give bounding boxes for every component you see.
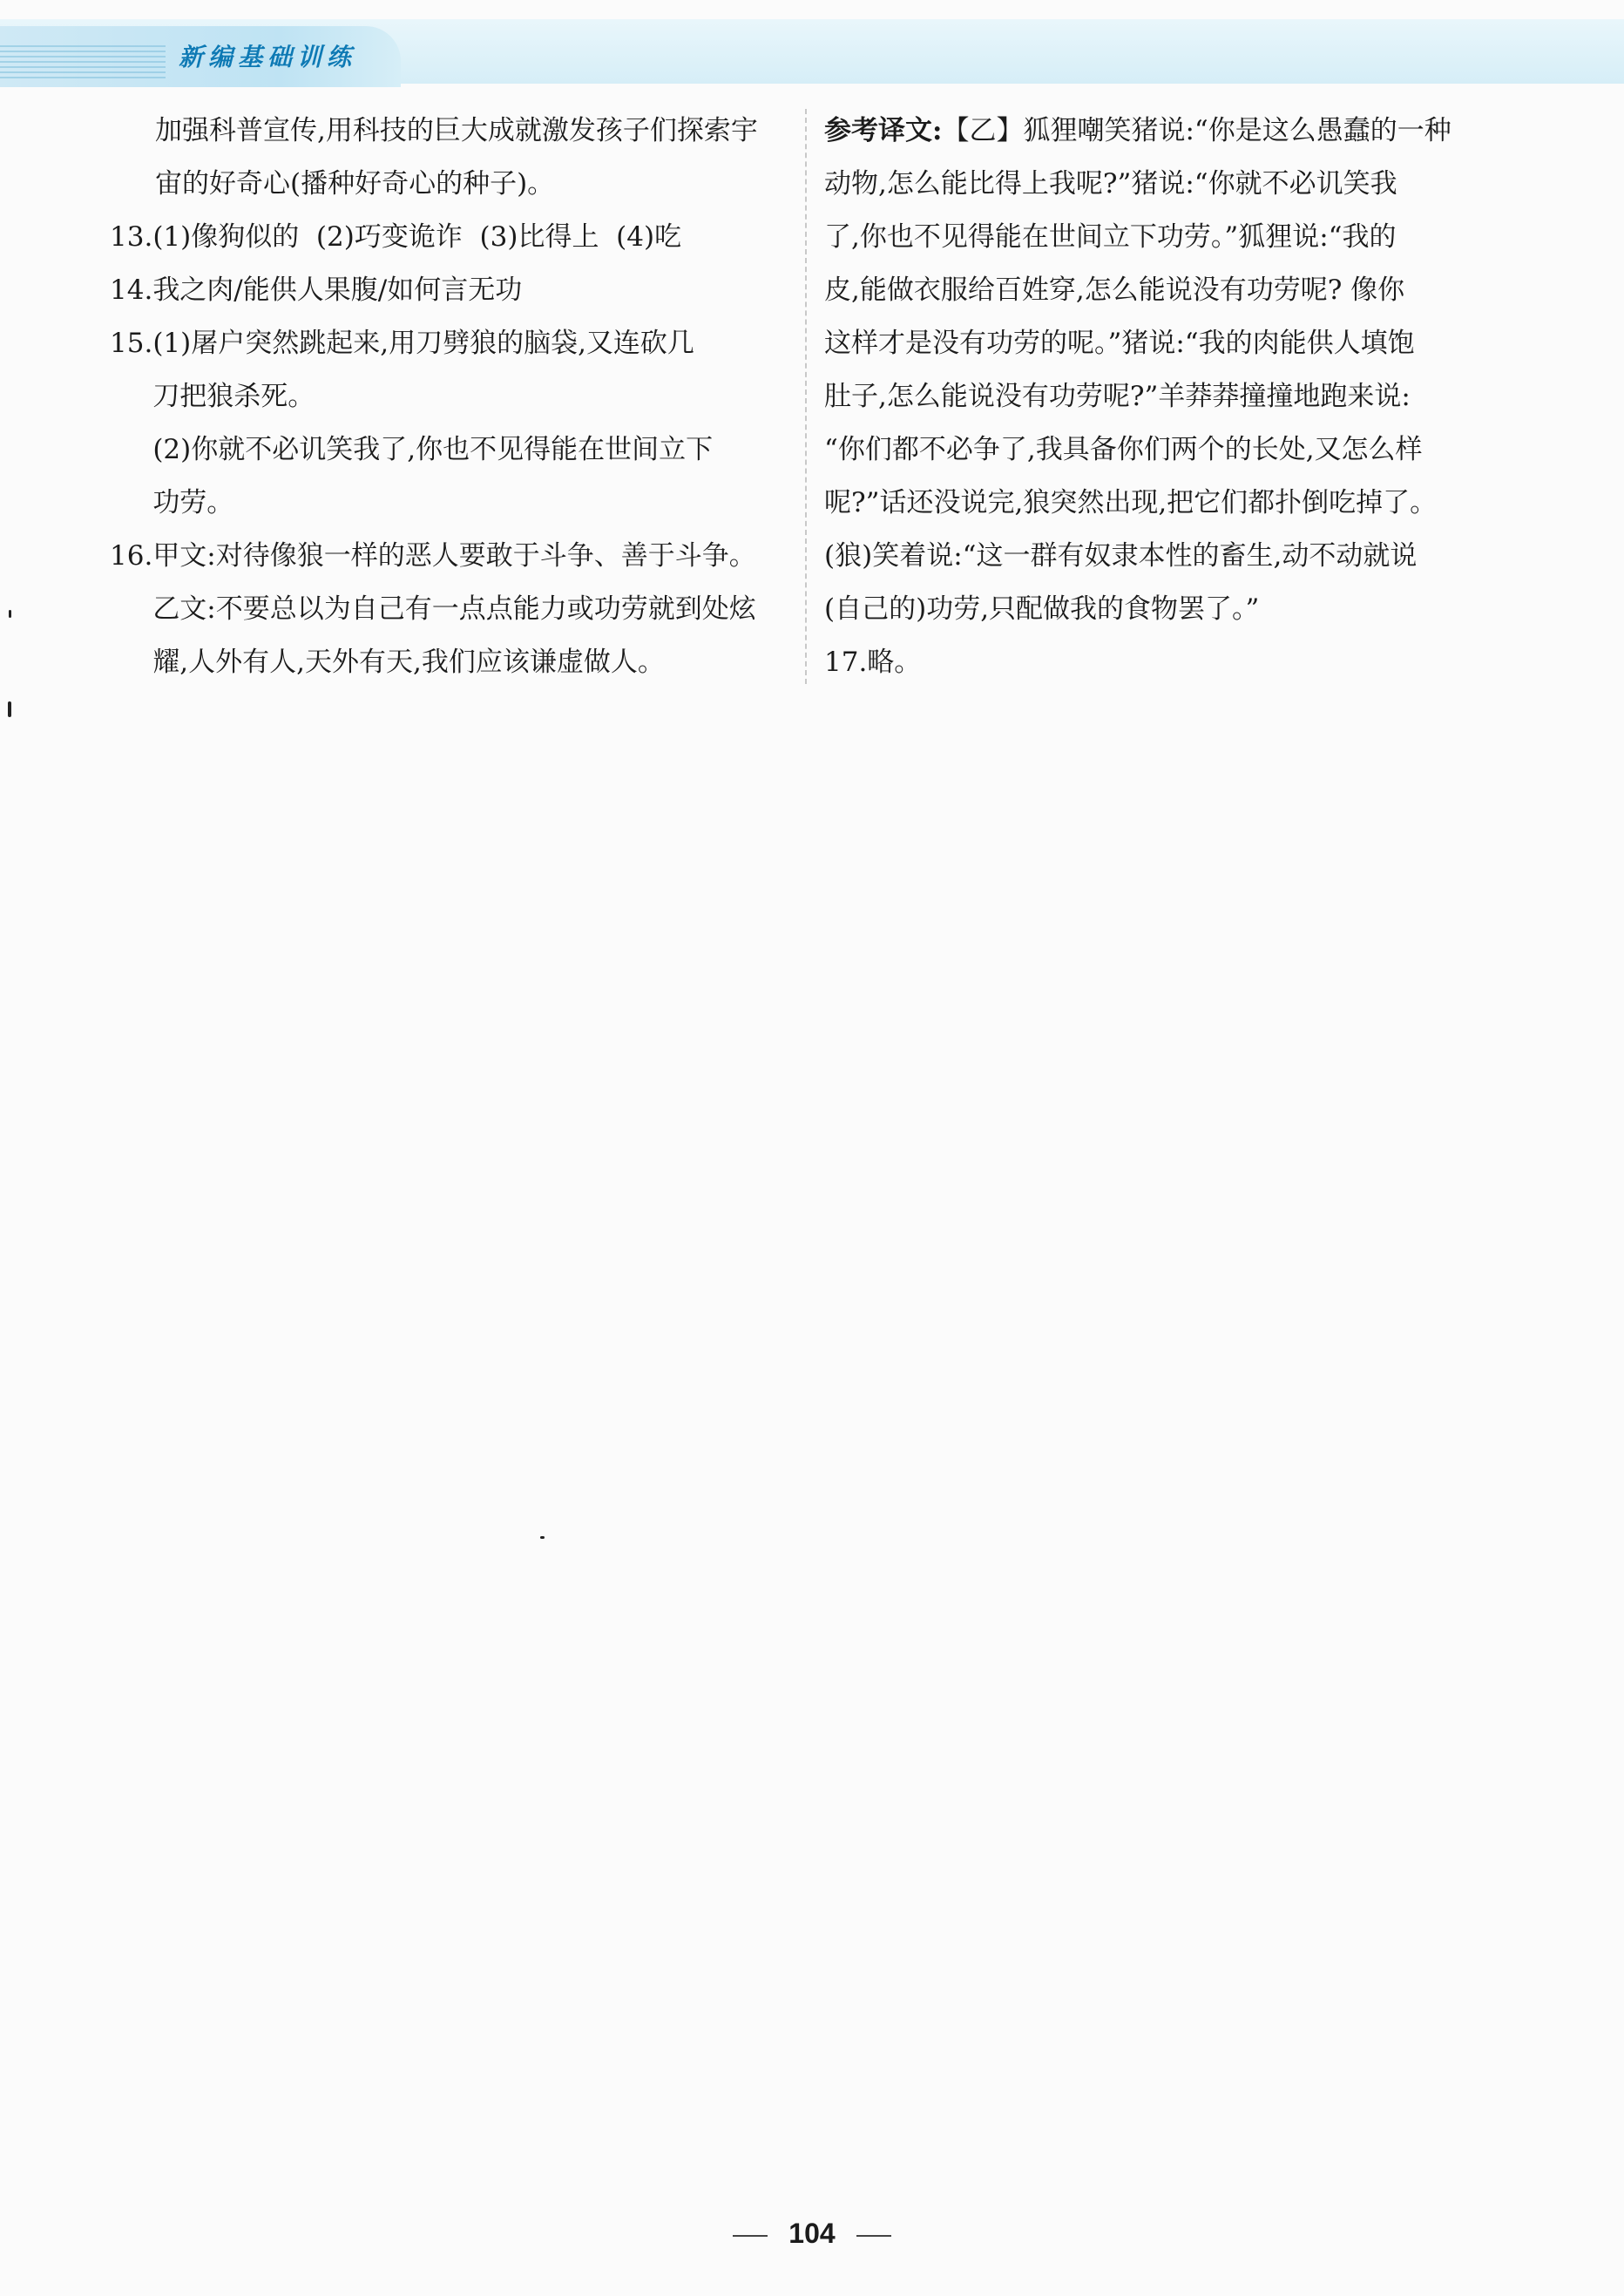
translation-first-line [824, 105, 1502, 158]
text-line: (自己的)功劳,只配做我的食物罢了。” [824, 593, 1260, 625]
scan-speck [9, 610, 11, 618]
text-line: (狼)笑着说:“这一群有奴隶本性的畜生,动不动就说 [824, 540, 1418, 572]
book-series-title: 新编基础训练 [179, 43, 357, 71]
text-line: 了,你也不见得能在世间立下功劳。”狐狸说:“我的 [824, 221, 1397, 253]
text-line: 皮,能做衣服给百姓穿,怎么能说没有功劳呢? 像你 [824, 274, 1405, 306]
answer-13 [110, 211, 785, 264]
answer-number: 13. [110, 221, 153, 253]
right-column [824, 105, 1502, 689]
text-line: 呢?”话还没说完,狼突然出现,把它们都扑倒吃掉了。 [824, 487, 1438, 518]
answer-continuation [110, 105, 785, 211]
text-line: 肚子,怎么能说没有功劳呢?”羊莽莽撞撞地跑来说: [824, 381, 1411, 412]
answer-number: 15. [110, 328, 153, 359]
text-line: 动物,怎么能比得上我呢?”猪说:“你就不必讥笑我 [824, 168, 1397, 200]
text-line: (1)屠户突然跳起来,用刀劈狼的脑袋,又连砍几 [152, 328, 694, 359]
answer-17: 17.略。 [824, 647, 922, 678]
scan-speck [540, 1536, 545, 1539]
text-line: 宙的好奇心(播种好奇心的种子)。 [155, 168, 555, 200]
dash-right [856, 2235, 891, 2237]
answer-number: 16. [110, 540, 153, 572]
answer-15 [110, 317, 785, 530]
answer-text: (1)像狗似的 (2)巧变诡诈 (3)比得上 (4)吃 [152, 221, 682, 253]
translation-label: 参考译文: [824, 115, 943, 146]
scan-speck [8, 701, 11, 717]
text-line: 耀,人外有人,天外有天,我们应该谦虚做人。 [152, 647, 665, 678]
text-line: “你们都不必争了,我具备你们两个的长处,又怎么样 [824, 434, 1423, 465]
text-line: 功劳。 [152, 487, 234, 518]
answer-body [152, 317, 785, 530]
page-number-text: 104 [788, 2218, 836, 2249]
answer-14 [110, 264, 785, 317]
text-line: 这样才是没有功劳的呢。”猪说:“我的肉能供人填饱 [824, 328, 1415, 359]
answer-body [152, 530, 785, 689]
column-divider [805, 109, 807, 684]
text-line: (2)你就不必讥笑我了,你也不见得能在世间立下 [152, 434, 714, 465]
answer-16 [110, 530, 785, 689]
text-line: 乙文:不要总以为自己有一点点能力或功劳就到处炫 [152, 593, 756, 625]
text-line: 刀把狼杀死。 [152, 381, 315, 412]
answer-text: 我之肉/能供人果腹/如何言无功 [152, 274, 523, 306]
answer-number: 14. [110, 274, 153, 306]
header-stripes [0, 45, 166, 80]
page-number [0, 2218, 1624, 2250]
text-segment: 【乙】狐狸嘲笑猪说:“你是这么愚蠢的一种 [942, 115, 1451, 146]
dash-left [733, 2235, 768, 2237]
text-line: 加强科普宣传,用科技的巨大成就激发孩子们探索宇 [155, 115, 758, 146]
left-column [110, 105, 785, 689]
text-line: 甲文:对待像狼一样的恶人要敢于斗争、善于斗争。 [152, 540, 756, 572]
